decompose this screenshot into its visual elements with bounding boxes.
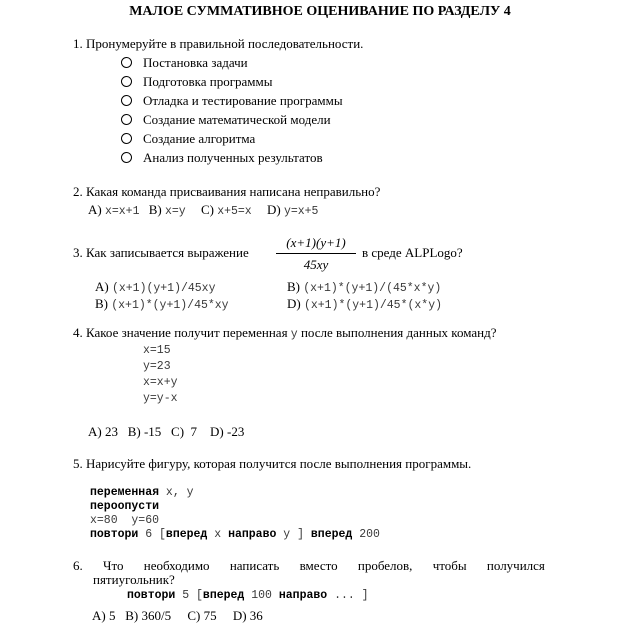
radio-circle-icon[interactable] [121,152,132,163]
q3-prefix: 3. Как записывается выражение [73,245,249,260]
q3-suffix: в среде ALPLogo? [362,245,463,260]
q5-code-text: x [207,528,229,541]
q6-keyword: направо [278,589,328,602]
q2-question: 2. Какая команда присваивания написана неправильно? [73,184,381,199]
q6-code-text: ... ] [327,589,369,602]
q3-option-letter: B) [287,279,300,294]
radio-circle-icon[interactable] [121,133,132,144]
q4-code-line: y=y-x [143,392,178,405]
q6-code-text: 5 [ [175,589,203,602]
q3-option-letter: B) [95,296,108,311]
q1-item: Анализ полученных результатов [143,150,323,165]
q5-code-line-4 [90,528,380,542]
q3-option-code: (x+1)(y+1)/45xy [111,282,216,295]
q5-code-text: 200 [352,528,380,541]
q3-option-code: (x+1)*(y+1)/45*xy [111,299,229,312]
q2-option-code: x+5=x [217,205,252,218]
q1-question: 1. Пронумеруйте в правильной последовательности. [73,36,364,51]
q4-code-line: y=23 [143,360,171,373]
q3-option-letter: D) [287,296,301,311]
q3-option-code: (x+1)*(y+1)/(45*x*y) [303,282,442,295]
q1-item: Создание алгоритма [143,131,256,146]
radio-circle-icon[interactable] [121,114,132,125]
q5-code-text: 6 [ [138,528,166,541]
page-title: МАЛОЕ СУММАТИВНОЕ ОЦЕНИВАНИЕ ПО РАЗДЕЛУ 4 [129,4,511,19]
q3-option-b [287,279,441,296]
q2-option-letter: A) [88,202,102,217]
q6-word: Что [103,558,124,573]
q6-word: получился [486,558,545,573]
q2-options [88,202,318,219]
q4-question [73,325,496,342]
q5-code-text: y ] [276,528,311,541]
q4-options: A) 23 B) -15 C) 7 D) -23 [88,424,245,439]
q2-option-code: y=x+5 [283,205,319,218]
q1-item: Отладка и тестирование программы [143,93,343,108]
q5-vars: x, y [159,486,194,499]
q5-code-line-1 [90,486,194,500]
radio-circle-icon[interactable] [121,95,132,106]
radio-circle-icon[interactable] [121,57,132,68]
q5-question: 5. Нарисуйте фигуру, которая получится после выполнения программы. [73,456,472,471]
q4-question-post: после выполнения данных команд? [300,325,497,340]
radio-circle-icon[interactable] [121,76,132,87]
q6-word: 6. [73,558,83,573]
q3-denominator: 45xy [303,257,329,272]
q6-keyword: повтори [127,589,176,602]
q3-option-code: (x+1)*(y+1)/45*(x*y) [303,299,442,312]
q5-code-line-3: x=80 y=60 [90,514,160,527]
q6-word: чтобы [432,558,467,573]
q2-option-code: x=y [164,205,186,218]
q5-keyword: вперед [165,528,208,541]
q3-option-d [287,296,442,313]
q4-code-line: x=15 [143,344,171,357]
q5-keyword: пероопусти [90,500,160,513]
q4-question-pre: 4. Какое значение получит переменная [73,325,288,340]
q4-code-line: x=x+y [143,376,178,389]
q1-item: Постановка задачи [143,55,248,70]
q2-option-letter: C) [200,202,214,217]
q6-options: A) 5 B) 360/5 C) 75 D) 36 [92,608,263,623]
q5-keyword: вперед [310,528,353,541]
q5-code-line-2 [90,500,159,514]
q4-question-var: y [290,328,298,341]
q6-word: написать [229,558,280,573]
q6-word: необходимо [143,558,210,573]
q6-code-text: 100 [244,589,279,602]
q5-keyword: направо [228,528,277,541]
q1-item: Создание математической модели [143,112,331,127]
q6-word: пробелов, [357,558,413,573]
q1-item: Подготовка программы [143,74,273,89]
q2-option-letter: B) [148,202,162,217]
q6-keyword: вперед [202,589,245,602]
q5-keyword: переменная [90,486,160,499]
q2-option-code: x=x+1 [104,205,140,218]
q3-option-c [95,296,229,313]
q6-code-line [127,589,369,603]
q6-word: вместо [299,558,338,573]
q3-option-letter: A) [95,279,109,294]
q3-numerator: (x+1)(y+1) [286,235,346,250]
q5-keyword: повтори [90,528,139,541]
q2-option-letter: D) [266,202,281,217]
fraction-bar [276,253,356,254]
q3-option-a [95,279,216,296]
q6-question-line-2: пятиугольник? [93,572,175,587]
